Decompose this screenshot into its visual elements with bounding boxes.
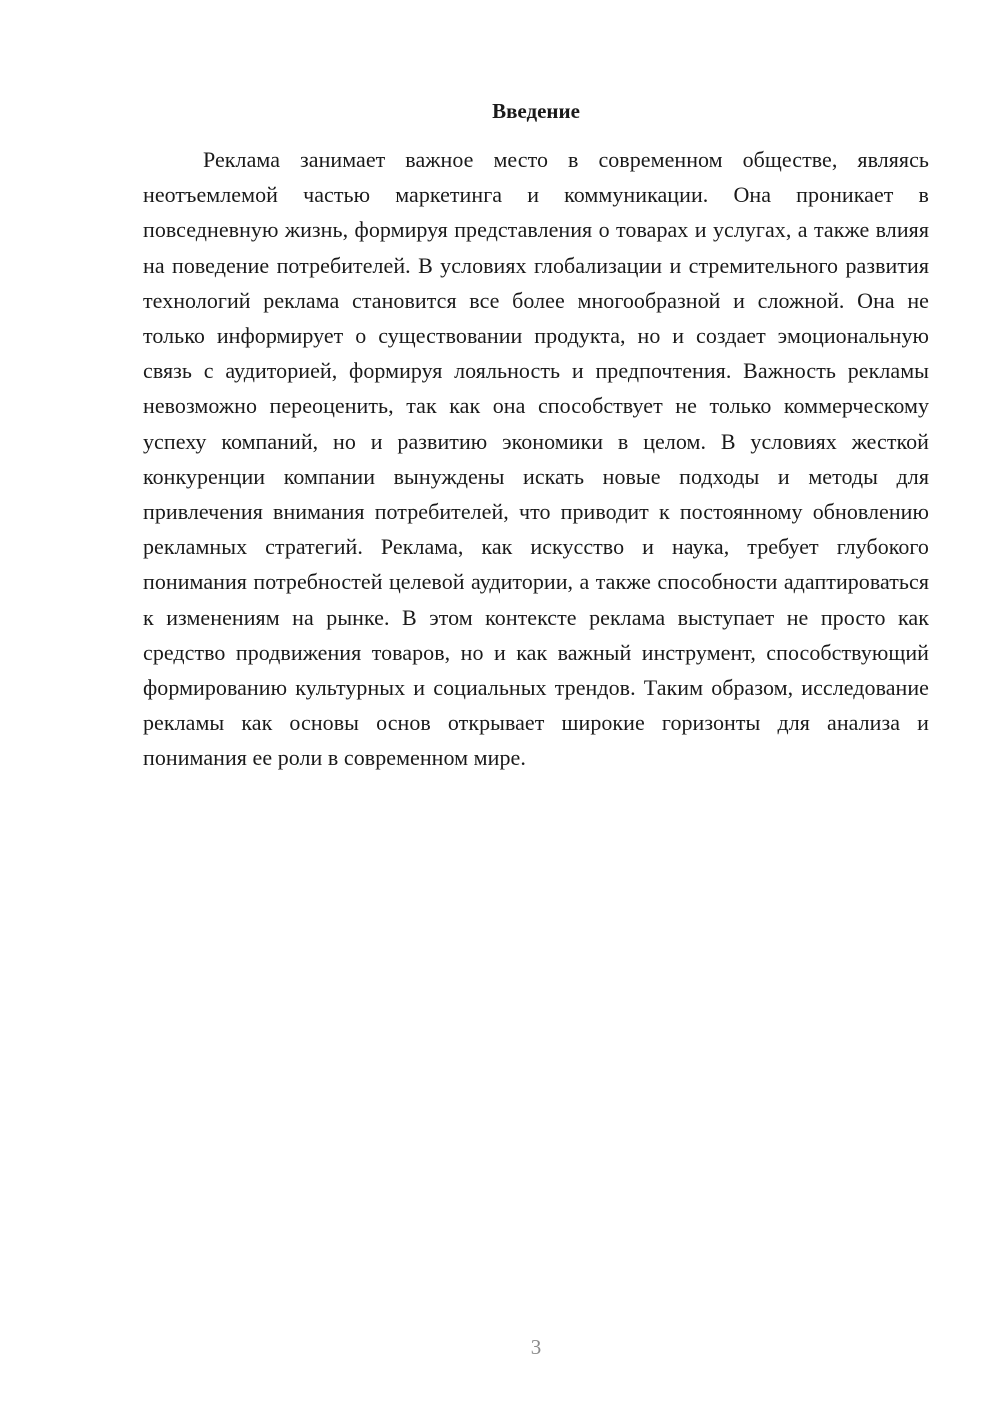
introduction-paragraph: Реклама занимает важное место в современном обществе, являясь неотъемлемой частью маркетинга и коммуникации. Она проникает в повседневную жизнь, формируя представления о товарах и услугах, а также влияя на поведение потребителей. В условиях глобализации и стремительного развития технологий реклама становится все более многообразной и сложной. Она не только информирует о существовании продукта, но и создает эмоциональную связь с аудиторией, формируя лояльность и предпочтения. Важность рекламы невозможно переоценить, так как она способствует не только коммерческому успеху компаний, но и развитию экономики в целом. В условиях жесткой конкуренции компании вынуждены искать новые подходы и методы для привлечения внимания потребителей, что приводит к постоянному обновлению рекламных стратегий. Реклама, как искусство и наука, требует глубокого понимания потребностей целевой аудитории, а также способности адаптироваться к изменениям на рынке. В этом контексте реклама выступает не просто как средство продвижения товаров, но и как важный инструмент, способствующий формированию культурных и социальных трендов. Таким образом, исследование рекламы как основы основ открывает широкие горизонты для анализа и понимания ее роли в современном мире. — [143, 147, 929, 771]
page-number: 3 — [530, 1335, 542, 1359]
section-heading: Введение — [492, 99, 580, 123]
